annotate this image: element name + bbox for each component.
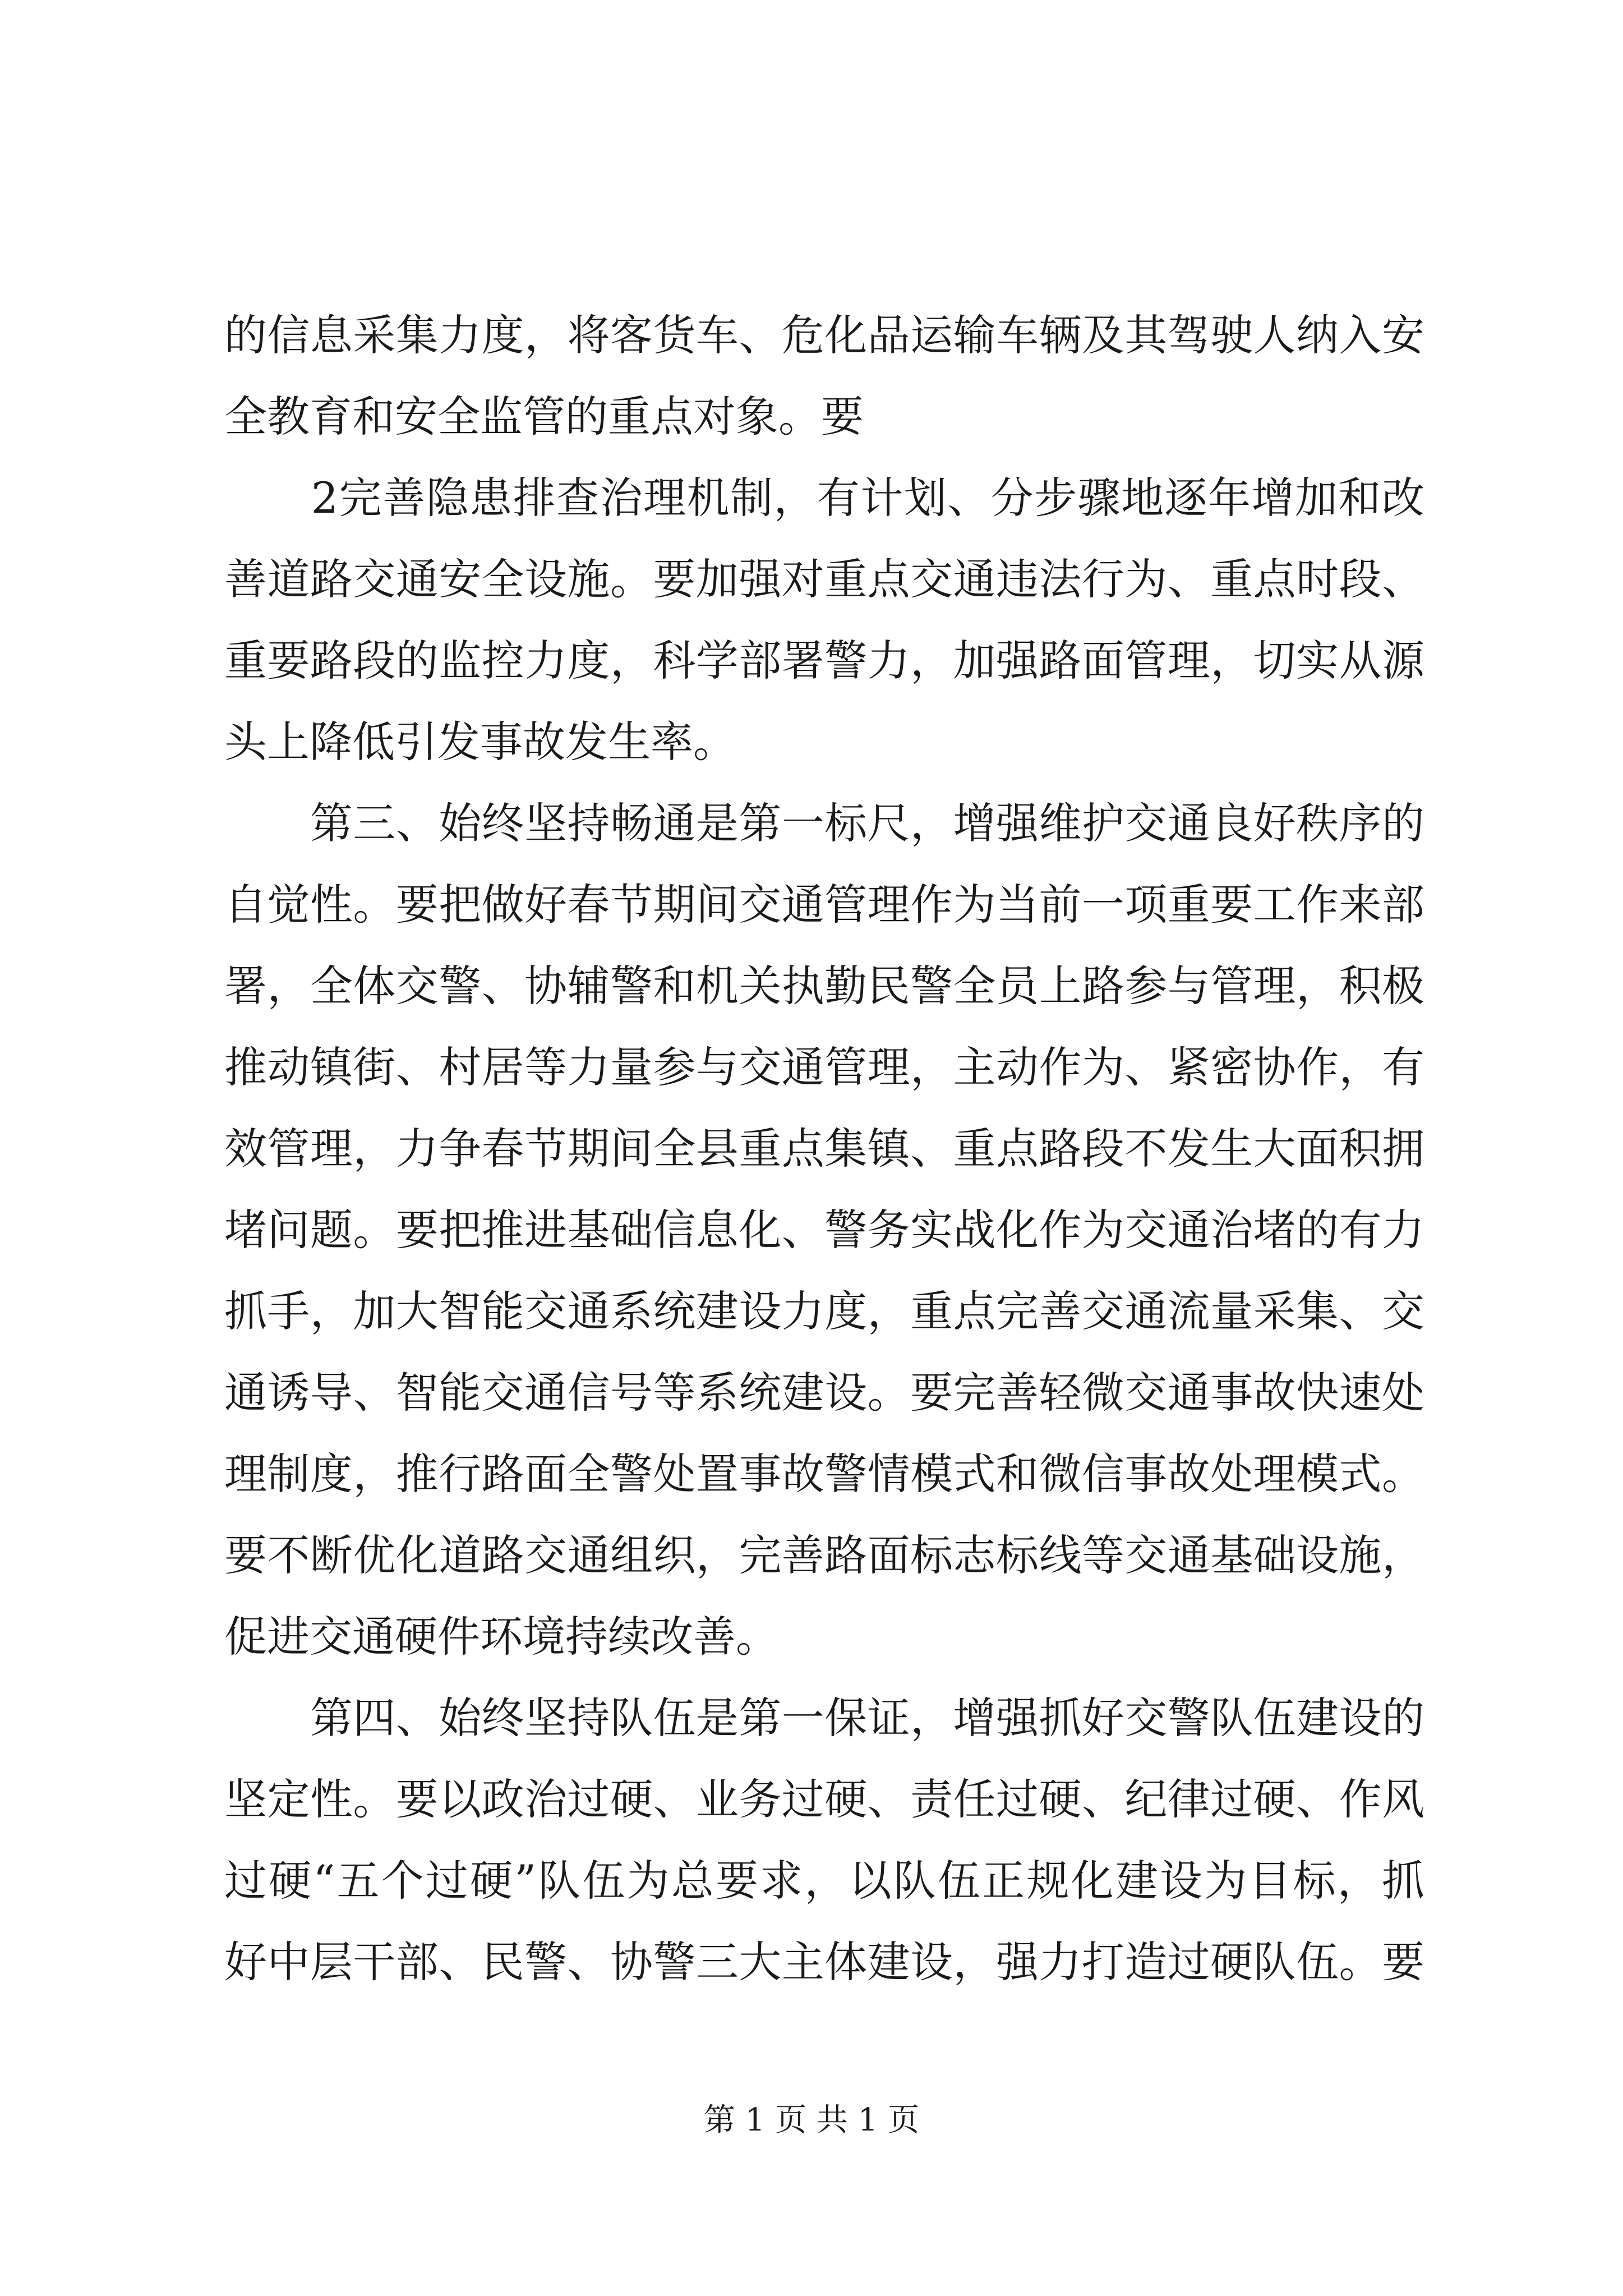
text-line: 要不断优化道路交通组织，完善路面标志标线等交通基础设施， <box>224 1530 1424 1580</box>
text-line: 的信息采集力度，将客货车、危化品运输车辆及其驾驶人纳入安 <box>224 310 1424 360</box>
text-line: 理制度，推行路面全警处置事故警情模式和微信事故处理模式。 <box>224 1449 1424 1499</box>
text-line: 效管理，力争春节期间全县重点集镇、重点路段不发生大面积拥 <box>224 1124 1424 1174</box>
text-line: 过硬“五个过硬”队伍为总要求，以队伍正规化建设为目标，抓 <box>224 1856 1424 1906</box>
text-line: 2完善隐患排查治理机制，有计划、分步骤地逐年增加和改 <box>224 473 1424 523</box>
text-line: 头上降低引发事故发生率。 <box>224 717 736 767</box>
text-line: 好中层干部、民警、协警三大主体建设，强力打造过硬队伍。要 <box>224 1937 1424 1987</box>
text-line: 推动镇街、村居等力量参与交通管理，主动作为、紧密协作，有 <box>224 1042 1424 1092</box>
text-line: 堵问题。要把推进基础信息化、警务实战化作为交通治堵的有力 <box>224 1205 1424 1255</box>
body-text <box>224 295 1424 2003</box>
text-line: 通诱导、智能交通信号等系统建设。要完善轻微交通事故快速处 <box>224 1368 1424 1418</box>
text-line: 促进交通硬件环境持续改善。 <box>224 1612 778 1662</box>
text-line: 抓手，加大智能交通系统建设力度，重点完善交通流量采集、交 <box>224 1286 1424 1336</box>
text-line: 坚定性。要以政治过硬、业务过硬、责任过硬、纪律过硬、作风 <box>224 1774 1424 1824</box>
text-line: 第四、始终坚持队伍是第一保证，增强抓好交警队伍建设的 <box>224 1693 1424 1743</box>
text-line: 重要路段的监控力度，科学部署警力，加强路面管理，切实从源 <box>224 636 1424 685</box>
text-line: 全教育和安全监管的重点对象。要 <box>224 392 864 441</box>
text-line: 署，全体交警、协辅警和机关执勤民警全员上路参与管理，积极 <box>224 961 1424 1011</box>
page-footer: 第 1 页 共 1 页 <box>703 2102 920 2138</box>
text-line: 善道路交通安全设施。要加强对重点交通违法行为、重点时段、 <box>224 554 1424 604</box>
text-line: 第三、始终坚持畅通是第一标尺，增强维护交通良好秩序的 <box>224 798 1424 848</box>
text-line: 自觉性。要把做好春节期间交通管理作为当前一项重要工作来部 <box>224 880 1424 930</box>
